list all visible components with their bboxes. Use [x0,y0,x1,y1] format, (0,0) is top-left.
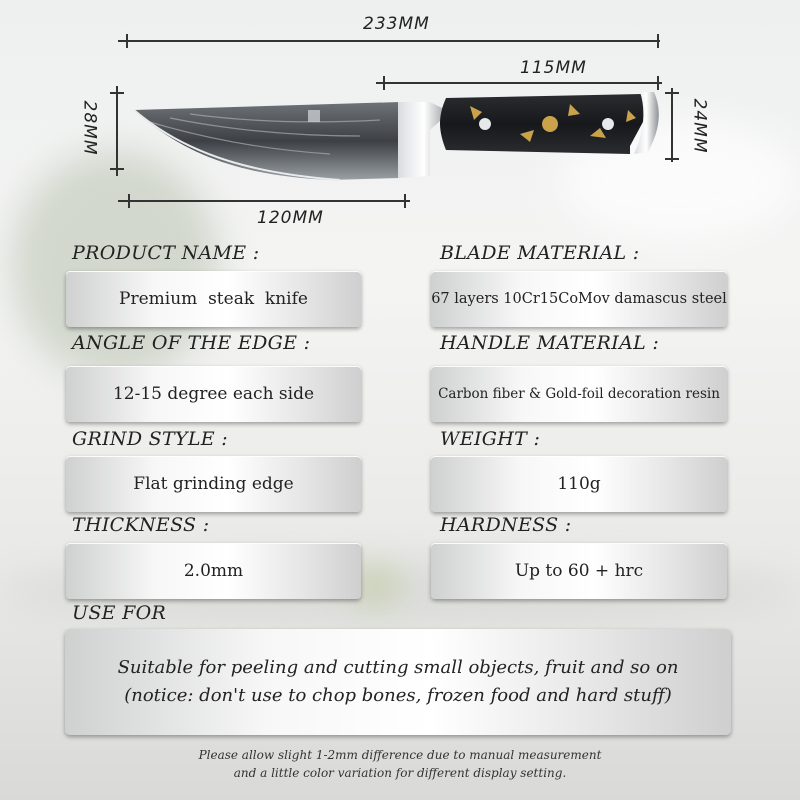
blade-material-label: BLADE MATERIAL : [440,242,640,264]
blade-length-line [118,200,410,202]
blade-height-tick-bottom [110,168,124,170]
blade-material-value: 67 layers 10Cr15CoMov damascus steel [431,271,727,327]
handle-length-tick-right [657,76,659,90]
handle-height-line [671,88,673,162]
handle-length-label: 115MM [520,58,587,78]
blade-height-tick-top [110,92,124,94]
angle-of-edge-label: ANGLE OF THE EDGE : [72,332,311,354]
footer-note [0,746,800,782]
handle-height-tick-bottom [665,158,679,160]
blade [134,102,400,180]
grind-style-value: Flat grinding edge [66,456,361,512]
use-for-label: USE FOR [72,602,167,624]
use-for-line-1: Suitable for peeling and cutting small objects, fruit and so on [117,657,679,678]
blade-length-tick-left [128,194,130,208]
handle-height-tick-top [665,92,679,94]
blade-length-tick-right [404,194,406,208]
handle-length-line [376,82,662,84]
background-lime [355,570,395,600]
handle-length-tick-left [383,76,385,90]
footer-note-line-2: and a little color variation for different display setting. [233,766,567,780]
hardness-value: Up to 60 + hrc [431,543,727,599]
use-for-box [65,629,731,735]
thickness-value: 2.0mm [66,543,361,599]
handle-height-label: 24MM [689,98,710,154]
hardness-label: HARDNESS : [440,514,572,536]
product-name-value: Premium steak knife [66,271,361,327]
total-length-tick-right [657,34,659,48]
thickness-label: THICKNESS : [72,514,210,536]
blade-length-label: 120MM [257,208,324,228]
grind-style-label: GRIND STYLE : [72,428,228,450]
weight-value: 110g [431,456,727,512]
use-for-line-2: (notice: don't use to chop bones, frozen food and hard stuff) [124,685,672,706]
total-length-label: 233MM [363,14,430,34]
blade-height-line [116,86,118,176]
knife-image [130,80,670,190]
angle-of-edge-value: 12-15 degree each side [66,366,361,422]
blade-height-label: 28MM [79,100,100,156]
weight-label: WEIGHT : [440,428,541,450]
handle-material-label: HANDLE MATERIAL : [440,332,660,354]
handle-material-value: Carbon fiber & Gold-foil decoration resin [431,366,727,422]
footer-note-line-1: Please allow slight 1-2mm difference due to manual measurement [198,748,602,762]
total-length-tick-left [126,34,128,48]
product-name-label: PRODUCT NAME : [72,242,260,264]
total-length-line [118,40,660,42]
